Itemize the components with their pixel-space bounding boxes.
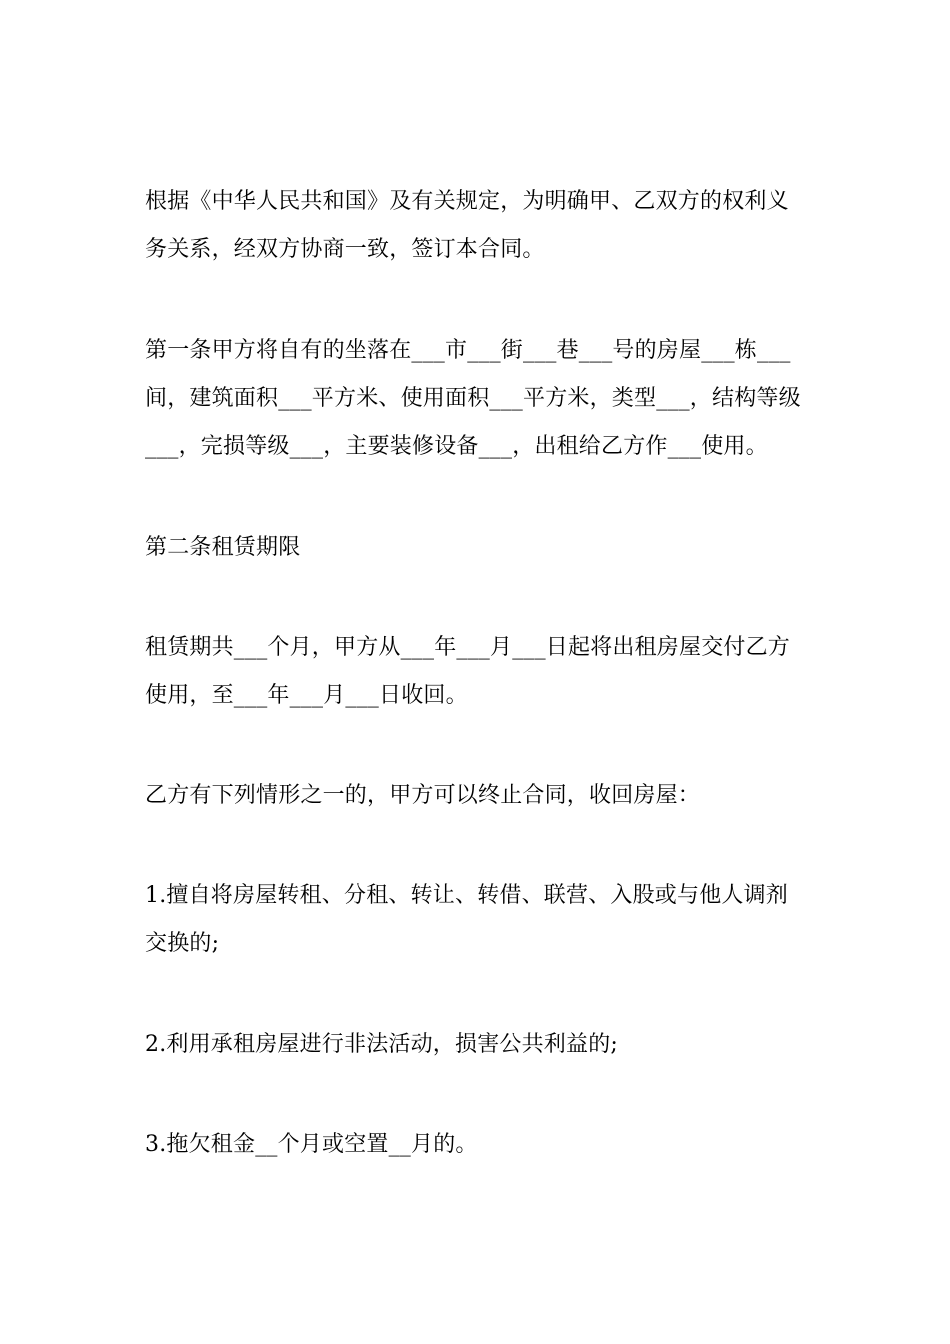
item-1-paragraph <box>145 872 810 968</box>
article-1-line-1: 第一条甲方将自有的坐落在___市___街___巷___号的房屋___栋___ <box>145 338 791 363</box>
item-1-line-2: 交换的; <box>145 931 220 956</box>
article-2-heading <box>145 524 810 572</box>
lease-term-paragraph <box>145 624 810 720</box>
termination-intro-paragraph <box>145 772 810 820</box>
intro-line-1: 根据《中华人民共和国》及有关规定，为明确甲、乙双方的权利义 <box>145 189 789 214</box>
item-1-line-1: 1.擅自将房屋转租、分租、转让、转借、联营、入股或与他人调剂 <box>145 883 788 908</box>
item-3-paragraph <box>145 1121 810 1169</box>
intro-paragraph <box>145 178 810 274</box>
intro-line-2: 务关系，经双方协商一致，签订本合同。 <box>145 237 545 262</box>
article-1-paragraph <box>145 327 810 471</box>
item-2-line: 2.利用承租房屋进行非法活动，损害公共利益的; <box>145 1032 619 1057</box>
article-2-title: 第二条租赁期限 <box>145 535 301 560</box>
lease-term-line-1: 租赁期共___个月，甲方从___年___月___日起将出租房屋交付乙方 <box>145 635 791 660</box>
article-1-line-2: 间，建筑面积___平方米、使用面积___平方米，类型___，结构等级 <box>145 386 801 411</box>
item-3-line: 3.拖欠租金__个月或空置__月的。 <box>145 1132 478 1157</box>
lease-term-line-2: 使用，至___年___月___日收回。 <box>145 683 468 708</box>
article-1-line-3: ___，完损等级___，主要装修设备___，出租给乙方作___使用。 <box>145 434 768 459</box>
termination-intro-line: 乙方有下列情形之一的，甲方可以终止合同，收回房屋： <box>145 783 701 808</box>
item-2-paragraph <box>145 1021 810 1069</box>
